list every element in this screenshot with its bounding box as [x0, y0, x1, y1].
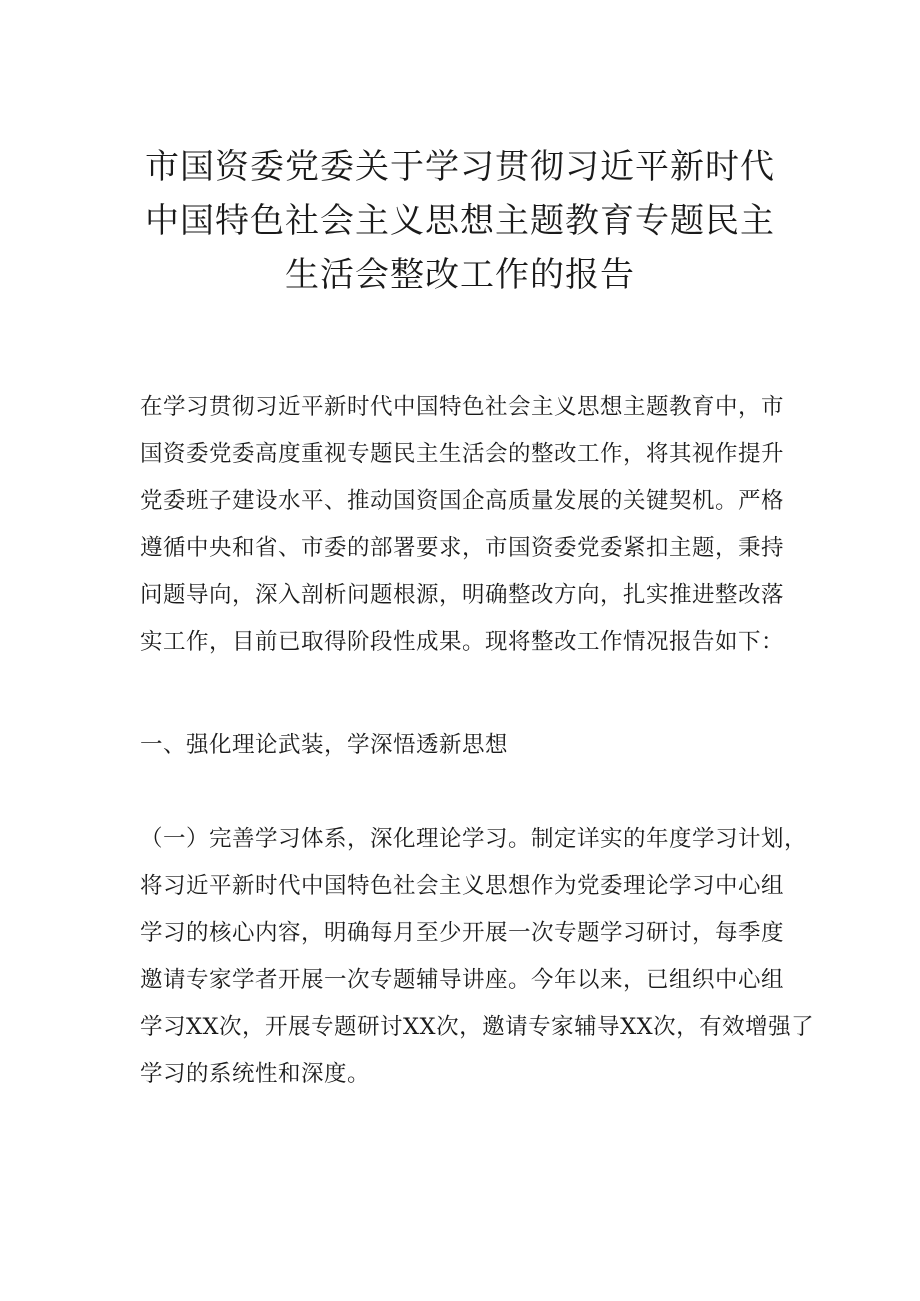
intro-line: 问题导向，深入剖析问题根源，明确整改方向，扎实推进整改落	[140, 582, 785, 608]
subsection-line: 邀请专家学者开展一次专题辅导讲座。今年以来，已组织中心组	[140, 967, 785, 993]
subsection-line: 将习近平新时代中国特色社会主义思想作为党委理论学习中心组	[140, 873, 785, 899]
intro-paragraph	[140, 384, 785, 666]
title-line: 生活会整改工作的报告	[285, 255, 635, 295]
title-line: 市国资委党委关于学习贯彻习近平新时代	[145, 147, 775, 187]
subsection-line: （一）完善学习体系，深化理论学习。制定详实的年度学习计划，	[140, 826, 808, 852]
intro-line: 实工作，目前已取得阶段性成果。现将整改工作情况报告如下：	[140, 629, 785, 655]
subsection-line: 学习XX次，开展专题研讨XX次，邀请专家辅导XX次，有效增强了	[140, 1014, 815, 1040]
document-title	[140, 140, 780, 302]
subsection-line: 学习的核心内容，明确每月至少开展一次专题学习研讨，每季度	[140, 920, 785, 946]
title-line: 中国特色社会主义思想主题教育专题民主	[145, 201, 775, 241]
intro-line: 党委班子建设水平、推动国资国企高质量发展的关键契机。严格	[140, 488, 785, 514]
subsection-line: 学习的系统性和深度。	[140, 1061, 371, 1087]
intro-line: 在学习贯彻习近平新时代中国特色社会主义思想主题教育中，市	[140, 394, 785, 420]
section-heading: 一、强化理论武装，学深悟透新思想	[140, 732, 509, 758]
intro-line: 国资委党委高度重视专题民主生活会的整改工作，将其视作提升	[140, 441, 785, 467]
intro-line: 遵循中央和省、市委的部署要求，市国资委党委紧扣主题，秉持	[140, 535, 785, 561]
subsection-paragraph	[140, 816, 815, 1098]
